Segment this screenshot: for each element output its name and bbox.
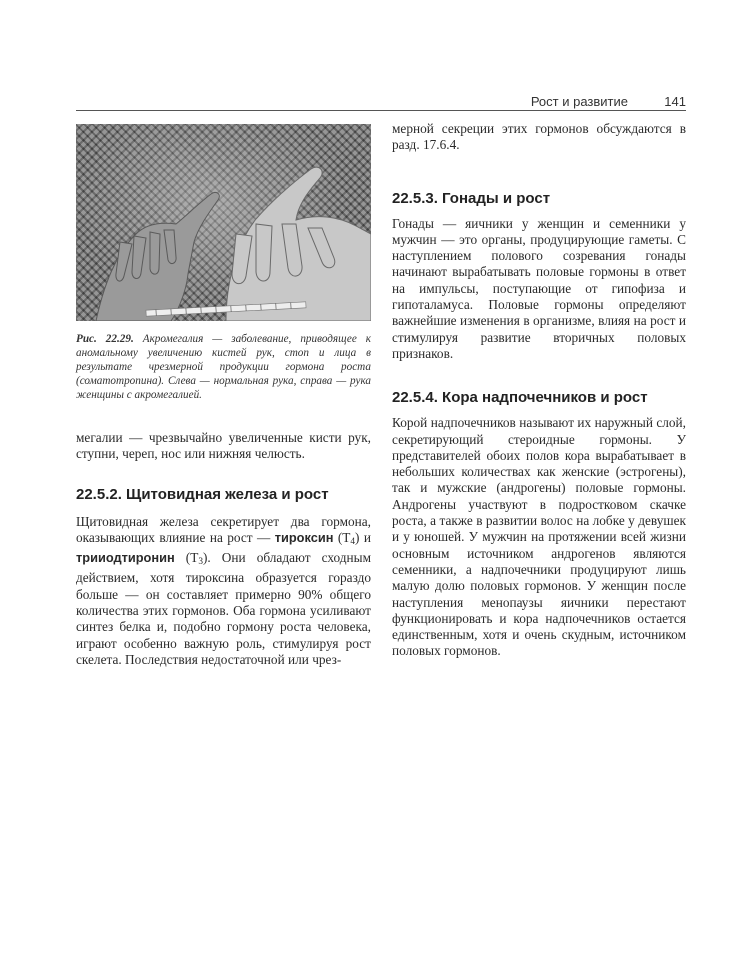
section-heading-gonads: 22.5.3. Гонады и рост — [392, 189, 551, 207]
t4-subscript: 4 — [350, 536, 356, 547]
header-rule — [76, 110, 686, 111]
section-heading-adrenal-cortex: 22.5.4. Кора надпочечников и рост — [392, 389, 648, 407]
term-triiodothyronine: трииодтиронин — [76, 550, 175, 566]
page-number: 141 — [664, 94, 686, 109]
left-continuation-text: мегалии — чрезвычайно увеличенные кисти рук, ступни, череп, нос или нижняя челюсть. — [76, 430, 371, 462]
section-heading-thyroid: 22.5.2. Щитовидная железа и рост — [76, 485, 329, 503]
t3-subscript: 3 — [198, 557, 203, 568]
running-head — [76, 94, 686, 111]
thyroid-text-4: (T — [174, 550, 199, 566]
gonads-paragraph: Гонады — яичники у женщин и семенники у мужчин — это органы, продуцирующие гаметы. С наступлением полового созревания гонады начинают вырабатывать половые гормоны в ответ на импульсы, поступающие от гипофиза и гипоталамуса. Половые гормоны определяют важнейшие изменения в организме, влияя на рост и стимулируя развитие вторичных половых признаков. — [392, 215, 686, 361]
right-continuation-text: мерной секреции этих гормонов обсуждаются в разд. 17.6.4. — [392, 121, 686, 153]
figure-caption-label: Рис. 22.29. — [76, 333, 134, 345]
thyroid-text-1: Щитовидная железа секретирует два гормона, оказывающих влияние на рост — — [76, 513, 371, 545]
thyroid-text-2: (T — [333, 529, 351, 545]
running-head-title: Рост и развитие — [530, 94, 628, 109]
figure-caption-text: Акромегалия — заболевание, приводящее к аномальному увеличению кистей рук, стоп и лица в результате чрезмерной продукции гормона роста (соматотропина). Слева — нормальная рука, справа — рука женщины с акромегалией. — [76, 333, 371, 401]
thyroid-text-5: ). Они обладают сходным действием, хотя тироксина образуется гораздо больше — он составляет примерно 90% общего количества этих гормонов. Оба гормона усиливают синтез белка и, подобно гормону роста человека, играют особенно важную роль, стимулируя рост скелета. Последствия недостаточной или чрез- — [76, 550, 371, 667]
figure-caption — [76, 332, 371, 402]
hands-illustration — [76, 124, 371, 321]
term-thyroxine: тироксин — [274, 529, 334, 545]
acromegaly-hands-photo — [76, 124, 371, 321]
thyroid-paragraph — [76, 514, 371, 669]
adrenal-cortex-paragraph: Корой надпочечников называют их наружный слой, секретирующий стероидные гормоны. У представителей обоих полов кора вырабатывает в небольших количествах как женские (эстрогены), так и мужские (андрогены) половые гормоны. Андрогены участвуют в подростковом скачке роста, а также в развитии волос на лобке у девушек и у юношей. У мужчин на протяжении всей жизни основным источником андрогенов являются семенники, а надпочечники продуцируют лишь малую долю половых гормонов. У женщин после наступления менопаузы яичники перестают функционировать и кора надпочечников остается единственным, хотя и очень скудным, источником половых гормонов. — [392, 415, 686, 659]
thyroid-text-3: ) и — [355, 529, 371, 545]
left-column — [76, 124, 371, 668]
right-column — [392, 121, 686, 660]
